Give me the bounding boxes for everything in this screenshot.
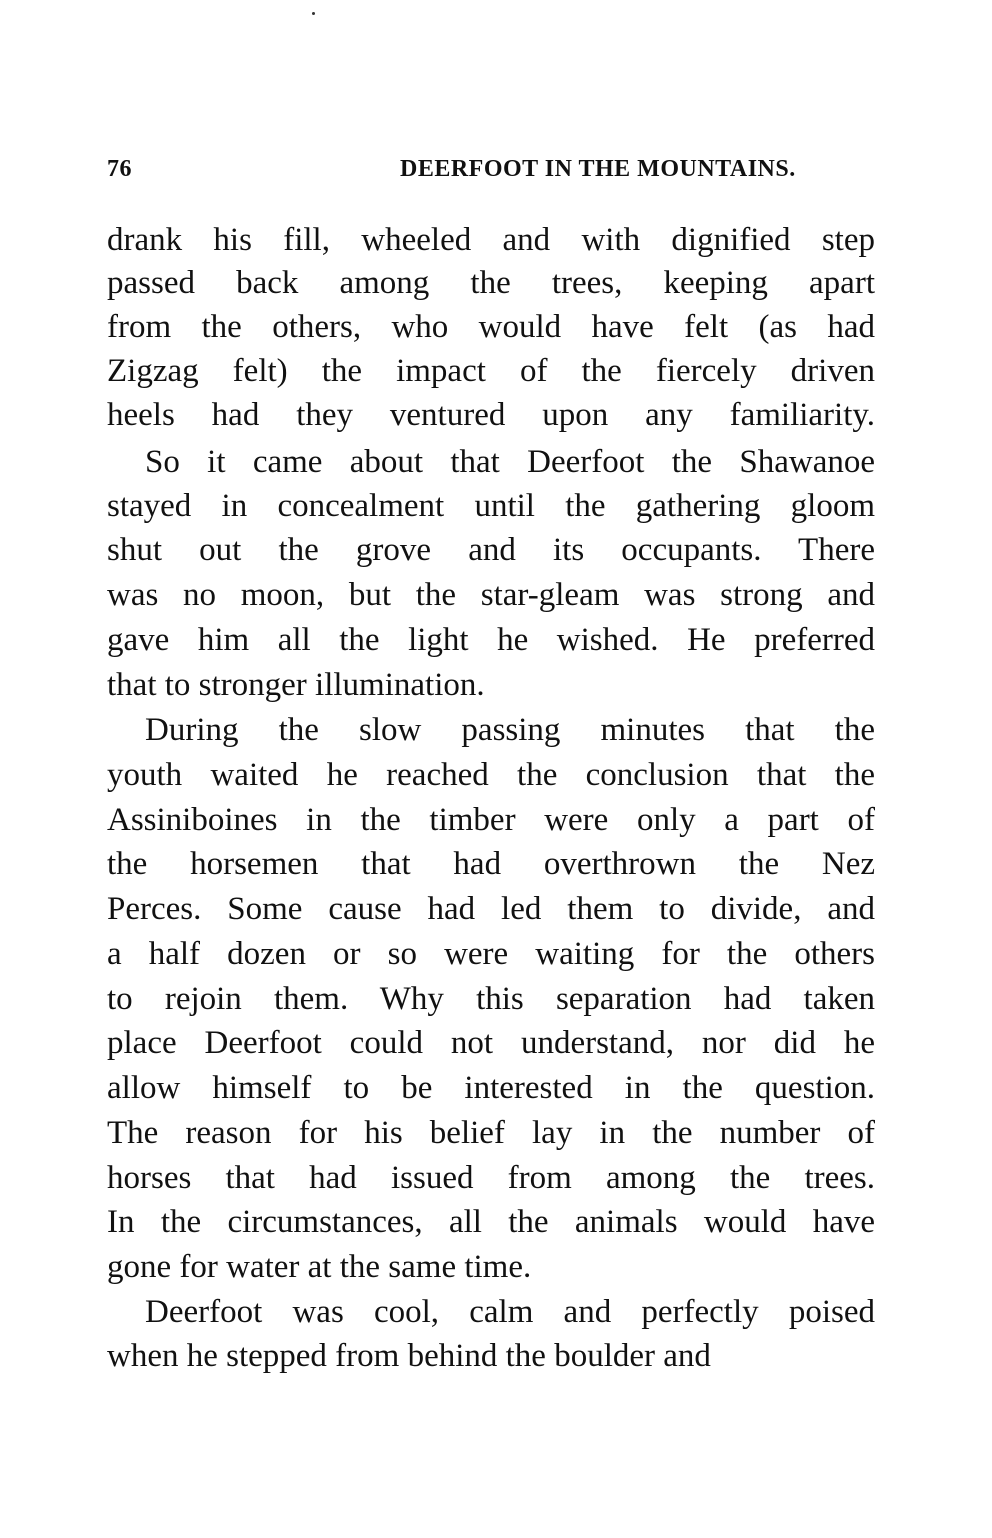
text-line: shut out the grove and its occupants. There [107, 532, 875, 568]
text-line: Zigzag felt) the impact of the fiercely driven [107, 353, 875, 389]
text-line: heels had they ventured upon any familiarity. [107, 397, 875, 433]
page-number: 76 [107, 156, 132, 182]
text-line: when he stepped from behind the boulder and [107, 1338, 711, 1374]
text-line: was no moon, but the star-gleam was strong and [107, 577, 875, 613]
text-line: the horsemen that had overthrown the Nez [107, 846, 875, 882]
scan-speck [312, 12, 315, 15]
text-line: youth waited he reached the conclusion that the [107, 757, 875, 793]
text-line: drank his fill, wheeled and with dignified step [107, 222, 875, 258]
text-line: gave him all the light he wished. He preferred [107, 622, 875, 658]
text-line: The reason for his belief lay in the number of [107, 1115, 875, 1151]
text-line: passed back among the trees, keeping apart [107, 265, 875, 301]
text-line: horses that had issued from among the trees. [107, 1160, 875, 1196]
running-title: DEERFOOT IN THE MOUNTAINS. [400, 156, 796, 182]
text-line: Perces. Some cause had led them to divide, and [107, 891, 875, 927]
text-line: from the others, who would have felt (as had [107, 309, 875, 345]
text-line: Deerfoot was cool, calm and perfectly poised [145, 1294, 875, 1330]
text-line: to rejoin them. Why this separation had taken [107, 981, 875, 1017]
text-line: So it came about that Deerfoot the Shawanoe [145, 444, 875, 480]
text-line: stayed in concealment until the gathering gloom [107, 488, 875, 524]
text-line: allow himself to be interested in the question. [107, 1070, 875, 1106]
text-line: place Deerfoot could not understand, nor did he [107, 1025, 875, 1061]
text-line: In the circumstances, all the animals would have [107, 1204, 875, 1240]
text-line: During the slow passing minutes that the [145, 712, 875, 748]
text-line: gone for water at the same time. [107, 1249, 532, 1285]
text-line: that to stronger illumination. [107, 667, 485, 703]
text-line: a half dozen or so were waiting for the others [107, 936, 875, 972]
text-line: Assiniboines in the timber were only a part of [107, 802, 875, 838]
